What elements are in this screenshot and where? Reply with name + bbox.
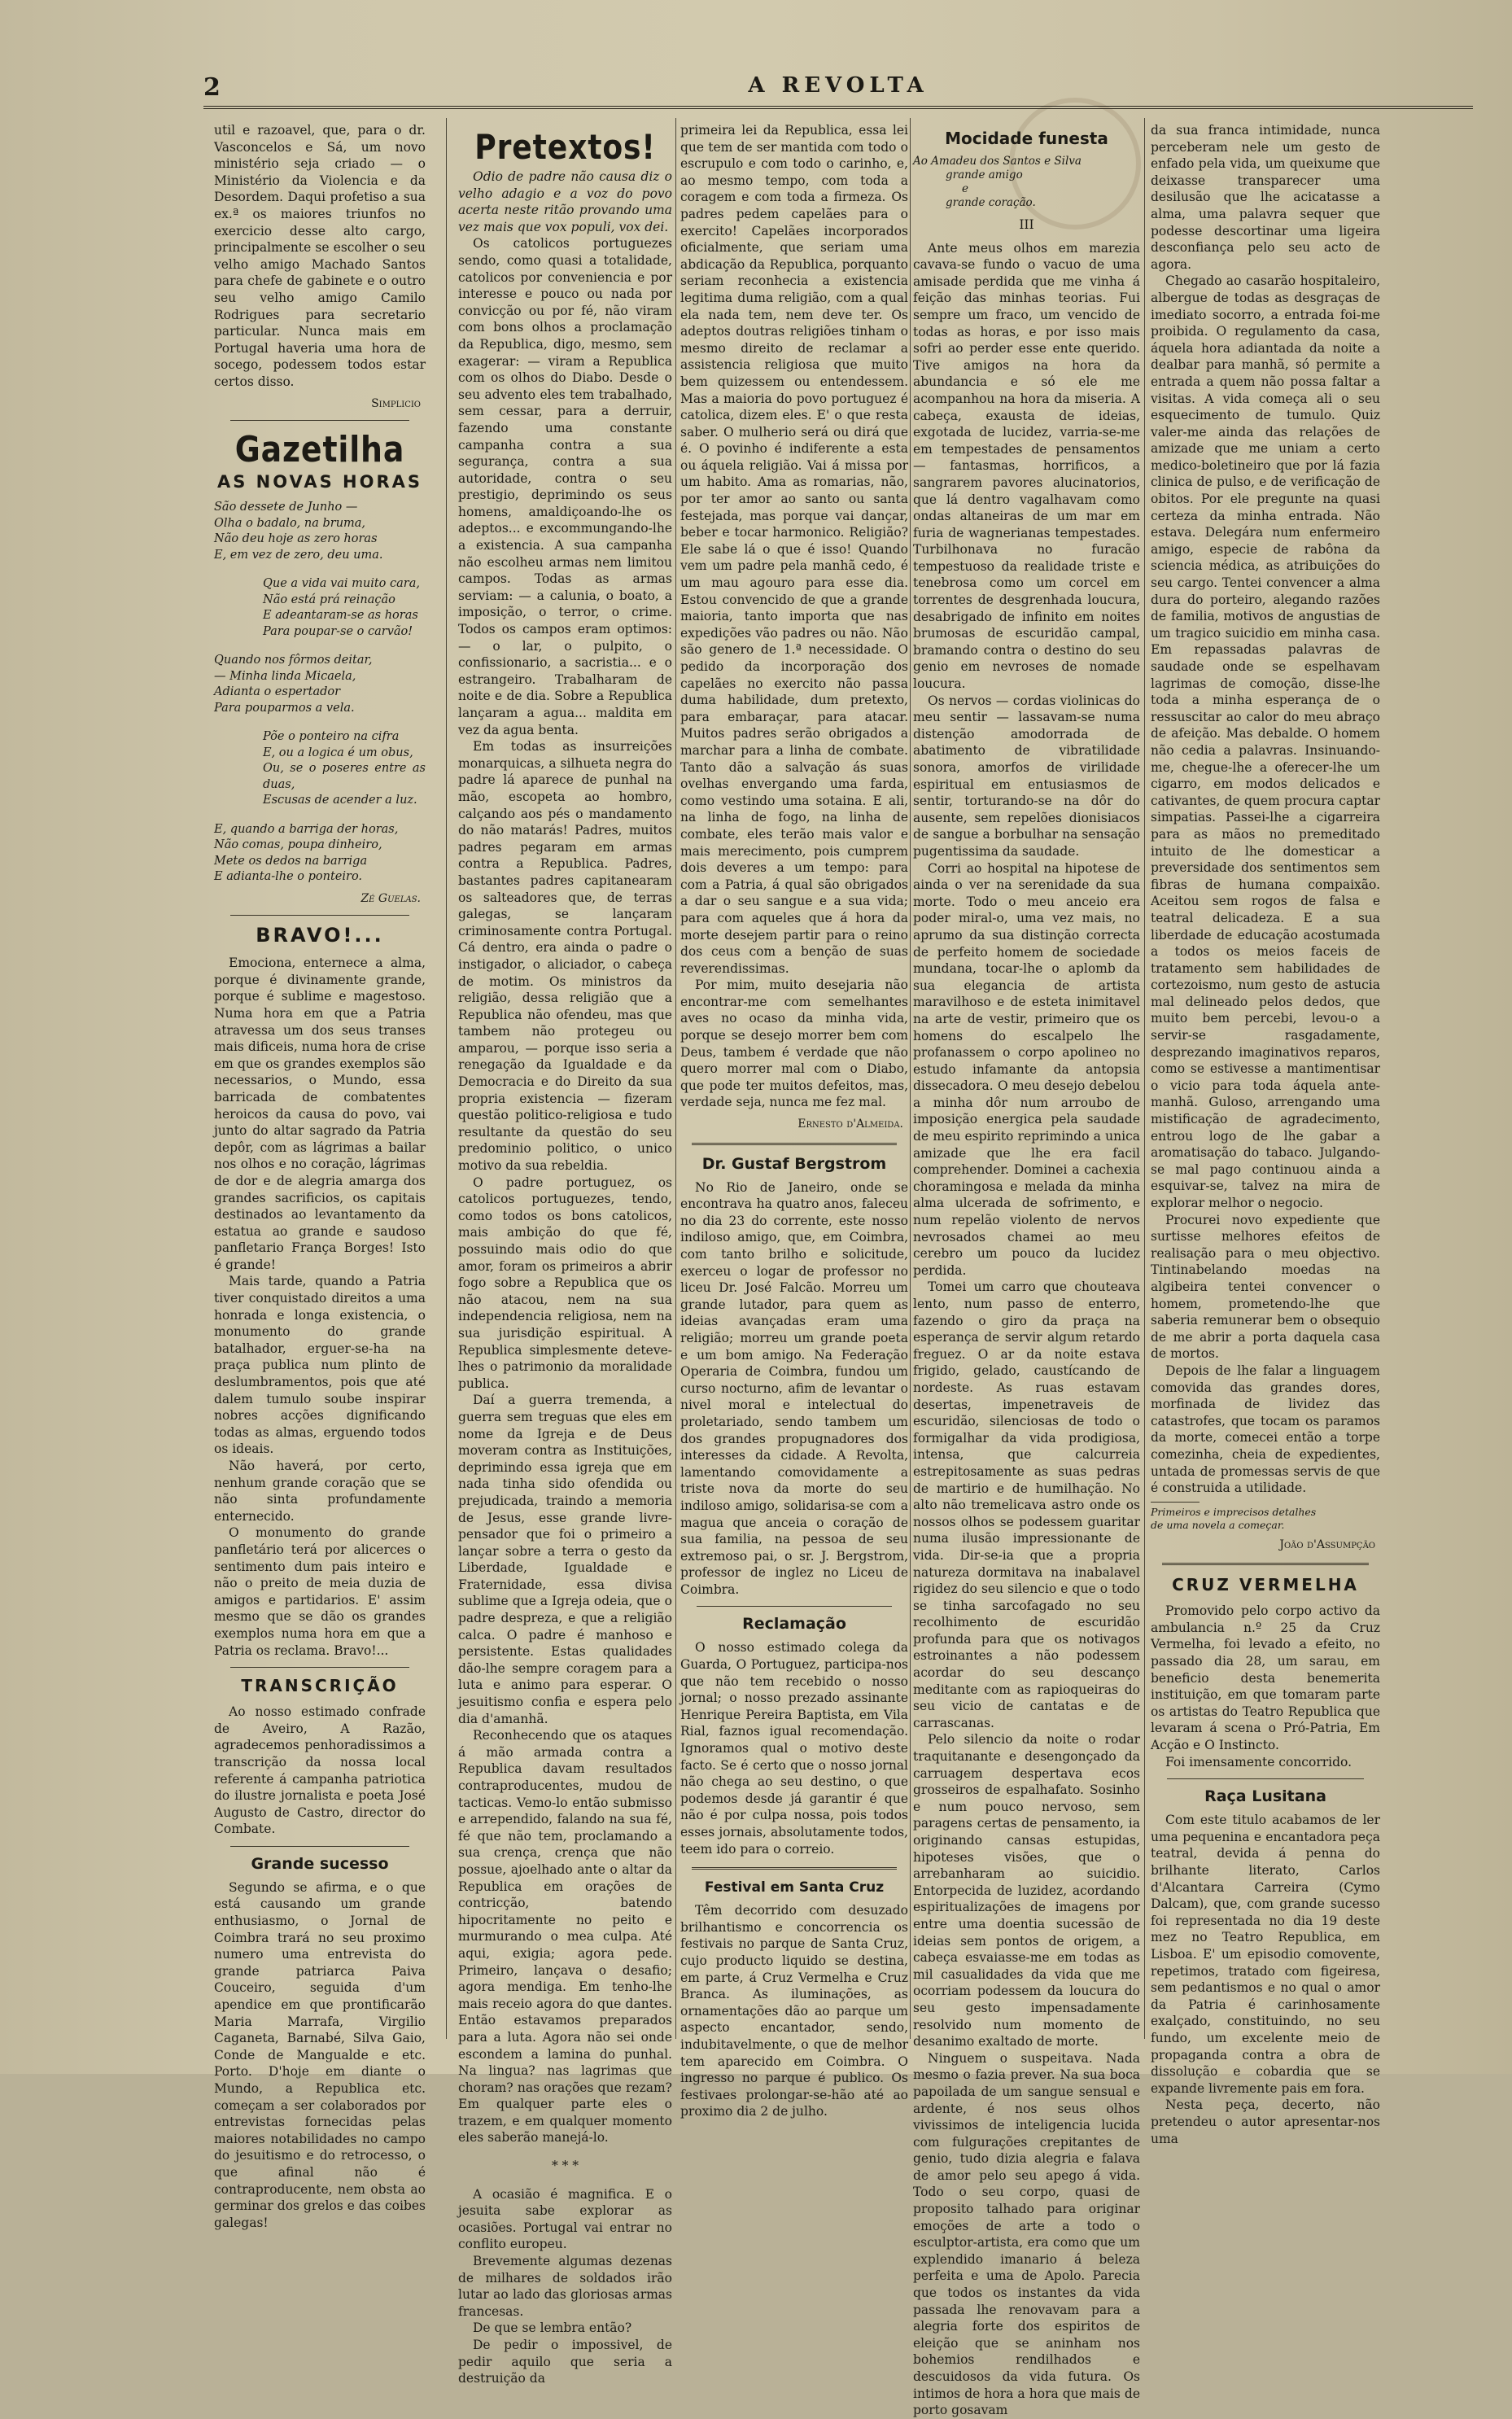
verse-line: Não comas, poupa dinheiro, — [214, 838, 382, 852]
paragraph: Com este titulo acabamos de ler uma pequenina e encantadora peça teatral, devida á penna do brilhante literato, Carlos d'Alcantara Carreira (Cymo Dalcam), que, com grande sucesso foi representada no dia 19 deste mez no Teatro Republica, em Lisboa. E' um episodio comovente, repetimos, tratado com figeiresa, sem pedantismos e no qual o amor da Patria é carinhosamente exalçado, constituindo, no seu fundo, um excelente meio de propaganda contra a obra de dissolução e cobardia que se expande livremente pais em fora. — [1151, 1813, 1380, 2096]
column-rule — [446, 118, 447, 2039]
bravo-title: BRAVO!... — [256, 924, 384, 947]
bravo-article — [214, 955, 426, 1659]
signature: Simplicio — [371, 396, 421, 410]
divider — [230, 420, 409, 421]
pretextos-title: Pretextos! — [474, 127, 656, 167]
paragraph: Chegado ao casarão hospitaleiro, albergue de todas as desgraças de imediato socorro, a entrada foi-me proibida. O regulamento da casa, áquela hora adiantada da noite a dealbar para manhã, só permite a entrada a quem não possa faltar a visitas. A vida começa ali o seu esquecimento de tumulo. Quiz valer-me ainda das relações de amizade que me uniam a certo medico-boletineiro que por lá fazia clinica de pulso, e de verificação de obitos. Por ele pregunte na quasi certeza da minha entrada. Não estava. Delegára num enfermeiro amigo, especie de rabôna da sciencia médica, as atribuições do seu cargo. Tentei convencer a alma dura do porteiro, alegando razões de familia, motivos de angustias de um tragico suicidio em minha casa. Em repassadas palavras de saudade onde se espelhavam lagrimas de comoção, disse-lhe toda a minha esperança de o ressuscitar ao calor do meu abraço de afeição. Mas debalde. O homem não cedia a palavras. Insinuando-me, chegue-lhe a oferecer-lhe um cigarro, em modos delicados e cativantes, de quem procura captar simpatias. Passei-lhe a cigarreira para as mãos no premeditado intuito de lhe domesticar a preversidade dos sentimentos sem fibras de humana compaixão. Aceitou sem rogos de falsa e teatral delicadeza. E a sua liberdade de educação acostumada a todos os meios faceis de tratamento sem habilidades de cortezoismo, num gesto de astucia mal delineado pelos dedos, que muito bem percebi, levou-o a servir-se rasgadamente, desprezando imaginativos reparos, como se estivesse a mantimentisar o vicio para toda áquela ante-manhã. Guloso, arrengando uma mistificação de agradecimento, entrou logo de lhe gabar a aromatisação do tabaco. Julgando-se mal pago continuou ainda a esquivar-se, talvez na mira de explorar melhor o negocio. — [1151, 273, 1380, 1210]
paragraph: Segundo se afirma, e o que está causando um grande enthusiasmo, o Jornal de Coimbra trará no seu proximo numero uma entrevista do grande patriarca Paiva Couceiro, seguida d'um apendice em que prontificarão Maria Marrafa, Virgilio Caganeta, Barnabé, Silva Gaio, Conde de Mangualde e etc. Porto. D'hoje em diante o Mundo, a Republica etc. começam a ser colaborados por entrevistas fornecidas pelas maiores notabilidades no campo do jesuitismo e do retrocesso, o que afinal não é contraproducente, nem obsta ao germinar dos grelos e das coibes galegas! — [214, 1879, 426, 2230]
sucesso-title: Grande sucesso — [251, 1854, 389, 1873]
raca-title: Raça Lusitana — [1204, 1787, 1326, 1806]
paragraph: De pedir o impossivel, de pedir aquilo que seria a destruição da — [458, 2338, 672, 2386]
paragraph: Reconhecendo que os ataques á mão armada contra a Republica davam resultados contraproducentes, mudou de tacticas. Vemo-lo então submisso e arrependido, falando na sua fé, fé que não tem, proclamando a sua crença, crença que não possue, ajoelhado ante o altar da Republica em orações de contricção, batendo hipocritamente no peito e murmurando o mea culpa. Até aqui, exigia; agora pede. Primeiro, lançava o desafio; agora mendiga. Em tenho-lhe mais receio agora do que dantes. Então estavamos preparados para a luta. Agora não sei onde escondem a lamina do punhal. Na lingua? nas lagrimas que choram? nas orações que rezam? Em qualquer parte eles o trazem, e em qualquer momento eles saberão manejá-lo. — [458, 1728, 672, 2146]
verse-line: E, ou a logica é um obus, — [263, 746, 413, 759]
divider — [692, 1867, 897, 1870]
paragraph: Corri ao hospital na hipotese de ainda o ver na serenidade da sua morte. Todo o meu anceio era poder miral-o, uma vez mais, no aprumo da sua distinção correcta de perfeito homem de sociedade mundana, tocar-lhe o aplomb da sua elegancia de artista maravilhoso e de esteta inimitavel na arte de vestir, primeiro que os homens do escalpelo lhe profanassem o corpo apolineo no estudo infamante da antopsia dissecadora. O meu desejo debelou a minha dôr num arroubo de imposição energica pela saudade de meu espirito reprimindo a unica amizade que lhe era facil comprehender. Dominei a cachexia choramingosa e melada da minha alma ulcerada de sofrimento, e num repelão violento de nervos nevrosados chamei ao meu cerebro um pouco da lucidez perdida. — [913, 860, 1140, 1278]
divider — [230, 1846, 409, 1847]
column-5 — [1151, 122, 1380, 2146]
transcricao-title: TRANSCRIÇÃO — [241, 1676, 399, 1696]
paragraph: Em todas as insurreições monarquicas, a silhueta negra do padre lá aparece de punhal na mão, escopeta ao hombro, calçando aos pés o mandamento do não matarás! Padres, muitos padres pegaram em armas contra a Republica. Padres, bastantes padres capitanearam os salteadores que, de terras galegas, se lançaram criminosamente contra Portugal. Cá dentro, era ainda o padre o instigador, o aliciador, o cabeça de motim. Os ministros da religião, dessa religião que a Republica não ofendeu, mas que tambem não protegeu ou amparou, — porque isso seria a renegação da Igualdade e da Democracia e do Direito da sua propria existencia — fizeram questão politico-religiosa e tudo resultante da questão do seu predominio politico, o unico motivo da sua rebeldia. — [458, 739, 672, 1174]
masthead — [203, 73, 1473, 109]
dedication — [913, 155, 1140, 210]
column-rule — [675, 118, 676, 2039]
footnote — [1151, 1502, 1380, 1532]
signature: Ernesto d'Almeida. — [798, 1118, 903, 1131]
paragraph: primeira lei da Republica, essa lei que tem de ser mantida com todo o escrupulo e com todo o carinho, e, ao mesmo tempo, com toda a coragem e com toda a firmeza. Os padres pedem capelães para o exercito! Capelães incorporados oficialmente, que seriam uma abdicação da Republica, porquanto seriam reconhecia a existencia legitima duma religião, com a qual ela nada tem, nem deve ter. Os adeptos doutras religiões tinham o mesmo direito de reclamar a assistencia religiosa que muito bem quizessem ou entendessem. Mas a maioria do povo portuguez é catolica, dizem eles. E' o que resta saber. O mulherio será ou dirá que é. O povinho é indiferente a esta ou áquela religião. Vai á missa por um habito. Ama as romarias, não, por ter amor ao santo ou santa festejada, mas porque vai dançar, beber e tocar harmonico. Religião? Ele sabe lá o que é isso! Quando vem um padre pela manhã cedo, é um mau agouro para esse dia. Estou convencido de que a grande maioria, tanto importa que nas expedições vão padres ou não. Não são genero de 1.ª necessidade. O pedido da incorporação dos capelães no exercito não passa duma habilidade, dum pretexto, para embaraçar, para atacar. Muitos padres serão obrigados a marchar para a linha de combate. Tanto dão a salvação ás suas ovelhas envergando uma farda, como vestindo uma sotaina. E ali, na linha de fogo, na linha de combate, eles terão mais valor e mais merecimento, pois cumprem dois deveres a um tempo: para com a Patria, á qual são obrigados a dar o seu sangue e a sua vida; para com aqueles que á hora da morte desejem partir para o reino dos ceus com a benção de suas reverendissimas. — [680, 123, 908, 976]
chapter-number: III — [1019, 217, 1034, 232]
paragraph: Não haverá, por certo, nenhum grande coração que se não sinta profundamente enternecido. — [214, 1459, 426, 1524]
verse-line: Põe o ponteiro na cifra — [263, 730, 400, 744]
signature: Zé Guelas. — [361, 891, 421, 905]
dedication-line: grande amigo — [946, 168, 1023, 182]
column-4 — [913, 122, 1140, 2418]
paragraph: Emociona, enternece a alma, porque é divinamente grande, porque é sublime e magestoso. Numa hora em que a Patria atravessa um dos seus transes mais dificeis, numa hora de crise em que os grandes exemplos são necessarios, o Mundo, essa barricada de combatentes heroicos da causa do povo, vai junto do altar sagrado da Patria depôr, com as lágrimas a bailar nos olhos e no coração, lágrimas de dor e de alegria amarga dos grandes sacrificios, os capitais destinados ao levantamento da estatua ao grande e saudoso panfletario França Borges! Isto é grande! — [214, 956, 426, 1272]
verse-line: Escusas de acender a luz. — [263, 794, 417, 807]
mocidade-title: Mocidade funesta — [945, 129, 1108, 148]
divider — [1167, 1778, 1364, 1779]
intro-article — [214, 122, 426, 412]
paragraph: Os catolicos portuguezes sendo, como quasi a totalidade, catolicos por conveniencia e por interesse e pouco ou nada por convicção ou por fé, não viram com bons olhos a proclamação da Republica, digo, mesmo, sem exagerar: — viram a Republica com os olhos do Diabo. Desde o seu advento eles tem trabalhado, sem cessar, para a derruir, fazendo uma constante campanha contra a sua segurança, contra a sua autoridade, contra o seu prestigio, deprimindo os seus homens, amaldiçoando-lhe os adeptos... e excommungando-lhe a existencia. A sua campanha não escolheu armas nem limitou campos. Todas as armas serviam: — a calunia, o boato, a imposição, o terror, o crime. Todos os campos eram optimos: — o lar, o pulpito, o confissionario, a sacristia... e o estrangeiro. Trabalharam de noite e de dia. Sobre a Republica lançaram a agua... maldita em vez da agua benta. — [458, 236, 672, 737]
paragraph: De que se lembra então? — [473, 2321, 632, 2336]
divider — [697, 1606, 892, 1607]
divider — [230, 915, 409, 916]
paragraph: O nosso estimado colega da Guarda, O Portuguez, participa-nos que não tem recebido o nosso jornal; o nosso prezado assinante Henrique Pereira Baptista, em Vila Rial, faznos igual recomendação. Ignoramos qual o motivo deste facto. Se é certo que o nosso jornal não chega ao seu destino, o que podemos desde já garantir é que não é por culpa nossa, pois todos esses jornais, absolutamente todos, teem ido para o correio. — [680, 1640, 908, 1857]
paragraph: Promovido pelo corpo activo da ambulancia n.º 25 da Cruz Vermelha, foi levado a efeito, no passado dia 28, um sarau, em beneficio desta benemerita instituição, em que tomaram parte os artistas do Teatro Republica que levaram á scena o Pró-Patria, Em Acção e O Instincto. — [1151, 1603, 1380, 1753]
verse-line: Adianta o espertador — [214, 685, 341, 699]
paragraph: No Rio de Janeiro, onde se encontrava ha quatro anos, faleceu no dia 23 do corrente, este nosso indiloso amigo, que, em Coimbra, com tanto brilho e solicitude, exerceu o logar de professor no liceu Dr. José Falcão. Morreu um grande lutador, para quem as ideias avançadas eram uma religião; morreu um grande poeta e um bom amigo. Na Federação Operaria de Coimbra, fundou um curso nocturno, afim de levantar o nivel moral e intelectual do proletariado, sendo tambem um dos grandes propugnadores dos interesses da cidade. A Revolta, lamentando comovidamente a triste nova da morte do seu indiloso amigo, solidarisa-se com a magua que anceia o coração de sua familia, na pessoa de seu extremoso pai, o sr. J. Bergstrom, professor de inglez no Liceu de Coimbra. — [680, 1179, 908, 1597]
cruz-title: CRUZ VERMELHA — [1172, 1575, 1359, 1595]
paragraph: Ante meus olhos em marezia cavava-se fundo o vacuo de uma amisade perdida que me vinha á feição das minhas teorias. Fui sempre um fraco, um vencido de todas as horas, e por isso mais sofri ao perder esse ente querido. Tive amigos na hora da abundancia e só ele me acompanhou na hora da miseria. A cabeça, exausta de ideias, exgotada de lucidez, varria-se-me em tempestades de pensamentos — fantasmas, horrificos, a sangrarem pavores alucinatorios, que lá dentro vagalhavam como ondas altaneiras de um mar em furia de wagnerianas tempestades. Turbilhonava no furacão tempestuoso da realidade triste e tenebrosa como um corcel em torrentes de desgrenhada loucura, desabrigado de infinito em noites brumosas de escuridão campal, bramando contra o destino do seu genio em nevroses de nomade loucura. — [913, 240, 1140, 692]
footnote-line: Primeiros e imprecisos detalhes — [1151, 1505, 1317, 1518]
page-number: 2 — [203, 73, 221, 102]
verse-line: Mete os dedos na barriga — [214, 854, 368, 868]
paragraph: O monumento do grande panfletário terá por alicerces o sentimento dum pais inteiro e não o preito de meia duzia de amigos e partidarios. E' assim mesmo que se dão os grandes exemplos numa hora em que a Patria os reclama. Bravo!... — [214, 1525, 426, 1658]
paragraph: Depois de lhe falar a linguagem comovida das grandes dores, morfinada de lividez das catastrofes, que tocam os paramos da morte, comecei então a torpe comezinha, cheia de expedientes, untada de promessas servis de que é construida a utilidade. — [1151, 1363, 1380, 1496]
paragraph: Os nervos — cordas violinicas do meu sentir — lassavam-se numa distenção amodorrada de abatimento de vibratilidade sonora, amorfos de virilidade espiritual em entusiasmos de sentir, torturando-se na dôr do ausente, sem repelões dionisiacos de sangue a borbulhar na sensação pugentissima da saudade. — [913, 693, 1140, 859]
paragraph: Ninguem o suspeitava. Nada mesmo o fazia prever. Na sua boca papoilada de um sangue sensual e ardente, é nos seus olhos vivissimos de inteligencia lucida com fulgurações crepitantes de genio, tudo dizia alegria e falava de amor pelo seu apego á vida. Todo o seu corpo, quasi de proposito talhado para originar emoções de arte a todo o esculptor-artista, era como que um explendido imanario á beleza perfeita e uma de Apolo. Parecia que todos os instantes da vida passada lhe renovavam para a alegria forte dos espiritos de eleição que se aninham nos bohemios rendilhados e descuidosos da vida futura. Os intimos de hora a hora que mais de porto gosavam — [913, 2050, 1140, 2418]
gazetilha-title: Gazetilha — [234, 429, 405, 471]
verse-line: E, quando a barriga der horas, — [214, 822, 399, 836]
paragraph: Tomei um carro que chouteava lento, num passo de enterro, fazendo o giro da praça na esperança de servir algum retardo freguez. O ar da noite estava frigido, gelado, caustícando de nordeste. As ruas estavam desertas, impenetraveis de escuridão, silenciosas de todo o formigalhar da vida prodigiosa, intensa, que calcurreia estrepitosamente as suas pedras de martirio e de humilhação. No alto não tremelicava astro onde os nossos olhos se podessem guaritar numa ilusão impressionante de vida. Dir-se-ia que a propria natureza dormitava na inabalavel rigidez do seu silencio e que o todo se tinha sarcofagado no seu recolhimento de escuridão profunda para que os notivagos estroinantes a não podessem acordar do seu descanço meditante com as rapioqueiras do seu vicio de cantatas e de carrascanas. — [913, 1279, 1140, 1730]
verse-line: Para pouparmos a vela. — [214, 701, 355, 715]
paragraph: Por mim, muito desejaria não encontrar-me com semelhantes aves no ocaso da minha vida, porque se desejo morrer bem com Deus, tambem é verdade que não quero morrer mal com o Diabo, que pode ter muitos defeitos, mas, verdade seja, nunca me fez mal. — [680, 978, 908, 1110]
verse-line: Não deu hoje as zero horas — [214, 532, 378, 546]
verse-line: Ou, se o poseres entre as duas, — [263, 762, 426, 791]
divider — [1162, 1563, 1369, 1565]
paragraph: Ao nosso estimado confrade de Aveiro, A Razão, agradecemos penhoradissimos a transcrição da nossa local referente á campanha patriotica do ilustre jornalista e poeta José Augusto de Castro, director do Combate. — [214, 1704, 426, 1837]
verse-line: Que a vida vai muito cara, — [263, 577, 420, 591]
column-2 — [458, 122, 672, 2386]
column-rule — [1144, 118, 1145, 2039]
divider — [692, 1143, 897, 1145]
paragraph: Procurei novo expediente que surtisse melhores efeitos de realisação para o meu objectivo. Tintinabelando moedas na algibeira tentei convencer o homem, prometendo-lhe que saberia remunerar bem o obsequio de me abrir a porta daquela casa de mortos. — [1151, 1212, 1380, 1362]
divider — [230, 1667, 409, 1668]
column-rule — [910, 118, 911, 2039]
paragraph: Nesta peça, decerto, não pretendeu o autor apresentar-nos uma — [1151, 2097, 1380, 2146]
footnote-line: de uma novela a começar. — [1151, 1518, 1285, 1531]
paragraph: O padre portuguez, os catolicos portuguezes, tendo, como todos os bons catolicos, mais ambição do que fé, possuindo mais odio do que amor, foram os primeiros a abrir fogo sobre a Republica que os não atacou, nem na sua independencia religiosa, nem na sua jurisdição espiritual. A Republica simplesmente deteve-lhes o patrimonio da moralidade publica. — [458, 1175, 672, 1391]
verse-line: Não está prá reinação — [263, 593, 395, 606]
paragraph: Têm decorrido com desuzado brilhantismo e concorrencia os festivais no parque de Santa Cruz, cujo producto liquido se destina, em parte, á Cruz Vermelha e Cruz Branca. As iluminações, as ornamentações dão ao parque um aspecto encantador, sendo, indubitavelmente, o que de melhor tem aparecido em Coimbra. O ingresso no parque é publico. Os festivaes prolongar-se-hão até ao proximo dia 2 de julho. — [680, 1903, 908, 2119]
paragraph: Foi imensamente concorrido. — [1165, 1754, 1352, 1769]
paragraph: Daí a guerra tremenda, a guerra sem treguas que eles em nome da Igreja e de Deus moveram contra as Instituições, deprimindo essa igreja que em nada tinha sido ofendida ou prejudicada, traindo a memoria de Jesus, esse grande livre-pensador que foi o primeiro a lançar sobre a terra o gesto da Liberdade, Igualdade e Fraternidade, essa divisa sublime que a Igreja odeia, que o padre despreza, e que a religião calca. O padre é manhoso e persistente. Estas qualidades dão-lhe sempre coragem para a luta e animo para esperar. O jesuitismo confia e espera pelo dia d'amanhã. — [458, 1393, 672, 1726]
paragraph: Mais tarde, quando a Patria tiver conquistado direitos a uma honrada e longa existencia, o monumento do grande batalhador, erguer-se-ha na praça publica num plinto de deslumbramentos, pois que até dalem tumulo soube inspirar nobres acções dignificando todas as almas, erguendo todos os ideais. — [214, 1274, 426, 1457]
verse-line: E adianta-lhe o ponteiro. — [214, 870, 363, 884]
verse-line: E adeantaram-se as horas — [263, 609, 418, 623]
dedication-line: e — [962, 182, 968, 195]
paragraph: Odio de padre não causa diz o velho adagio e a voz do povo acerta neste ritão provando uma vez mais que vox populi, vox dei. — [458, 169, 672, 234]
asterisks: * * * — [551, 2159, 579, 2174]
verse-line: Para poupar-se o carvão! — [263, 624, 413, 638]
poem — [214, 500, 426, 907]
paragraph: Brevemente algumas dezenas de milhares de soldados irão lutar ao lado das gloriosas armas francesas. — [458, 2254, 672, 2319]
column-3 — [680, 122, 908, 2119]
dedication-line: Ao Amadeu dos Santos e Silva — [913, 155, 1082, 168]
signature: João d'Assumpção — [1279, 1538, 1375, 1551]
gazetilha-subtitle: AS NOVAS HORAS — [216, 472, 423, 492]
verse-line: Quando nos fôrmos deitar, — [214, 654, 373, 667]
festival-title: Festival em Santa Cruz — [704, 1879, 885, 1896]
paragraph: A ocasião é magnifica. E o jesuita sabe explorar as ocasiões. Portugal vai entrar no conflito europeu. — [458, 2186, 672, 2252]
paragraph: Pelo silencio da noite o rodar traquitanante e desengonçado da carruagem despertava ecos grosseiros de espalhafato. Sosinho e num pouco nervoso, sem paragens certas de pensamento, ia originando cansas estupidas, hipoteses visões, que o arrebanharam ao suicidio. Entorpecida de luzidez, acordando espiritualizações de imagens por entre uma doentia sucessão de ideias sem pontos de origem, a cabeça esvaiasse-me em todas as mil casualidades da vida que me ocorriam podessem da loucura do seu gesto impensadamente resolvido num momento de desanimo exaltado de morte. — [913, 1732, 1140, 2049]
paragraph: util e razoavel, que, para o dr. Vasconcelos e Sá, um novo ministério seja criado — o Ministério da Violencia e da Desordem. Daqui profetiso a sua ex.ª os maiores triunfos no exercicio desse alto cargo, principalmente se escolher o seu velho amigo Machado Santos para chefe de gabinete e o outro seu velho amigo Camilo Rodrigues para secretario particular. Nunca mais em Portugal haveria uma hora de socego, podessem todos estar certos disso. — [214, 123, 426, 389]
newspaper-title: A REVOLTA — [748, 73, 929, 98]
verse-line: Olha o badalo, na bruma, — [214, 516, 366, 530]
verse-line: — Minha linda Micaela, — [214, 669, 356, 683]
column-1 — [214, 122, 426, 2230]
reclamacao-title: Reclamação — [742, 1615, 846, 1634]
bergstrom-title: Dr. Gustaf Bergstrom — [701, 1154, 887, 1173]
pretextos-article — [458, 168, 672, 2387]
dedication-line: grande coração. — [946, 196, 1036, 209]
verse-line: E, em vez de zero, deu uma. — [214, 548, 383, 562]
verse-line: São dessete de Junho — — [214, 501, 358, 514]
paragraph: da sua franca intimidade, nunca perceberam nele um gesto de enfado pela vida, um queixume que deixasse transparecer uma desilusão que lhe acicatasse a alma, uma palavra sequer que podesse descortinar uma ligeira desconfiança pelo seu acto de agora. — [1151, 123, 1380, 272]
